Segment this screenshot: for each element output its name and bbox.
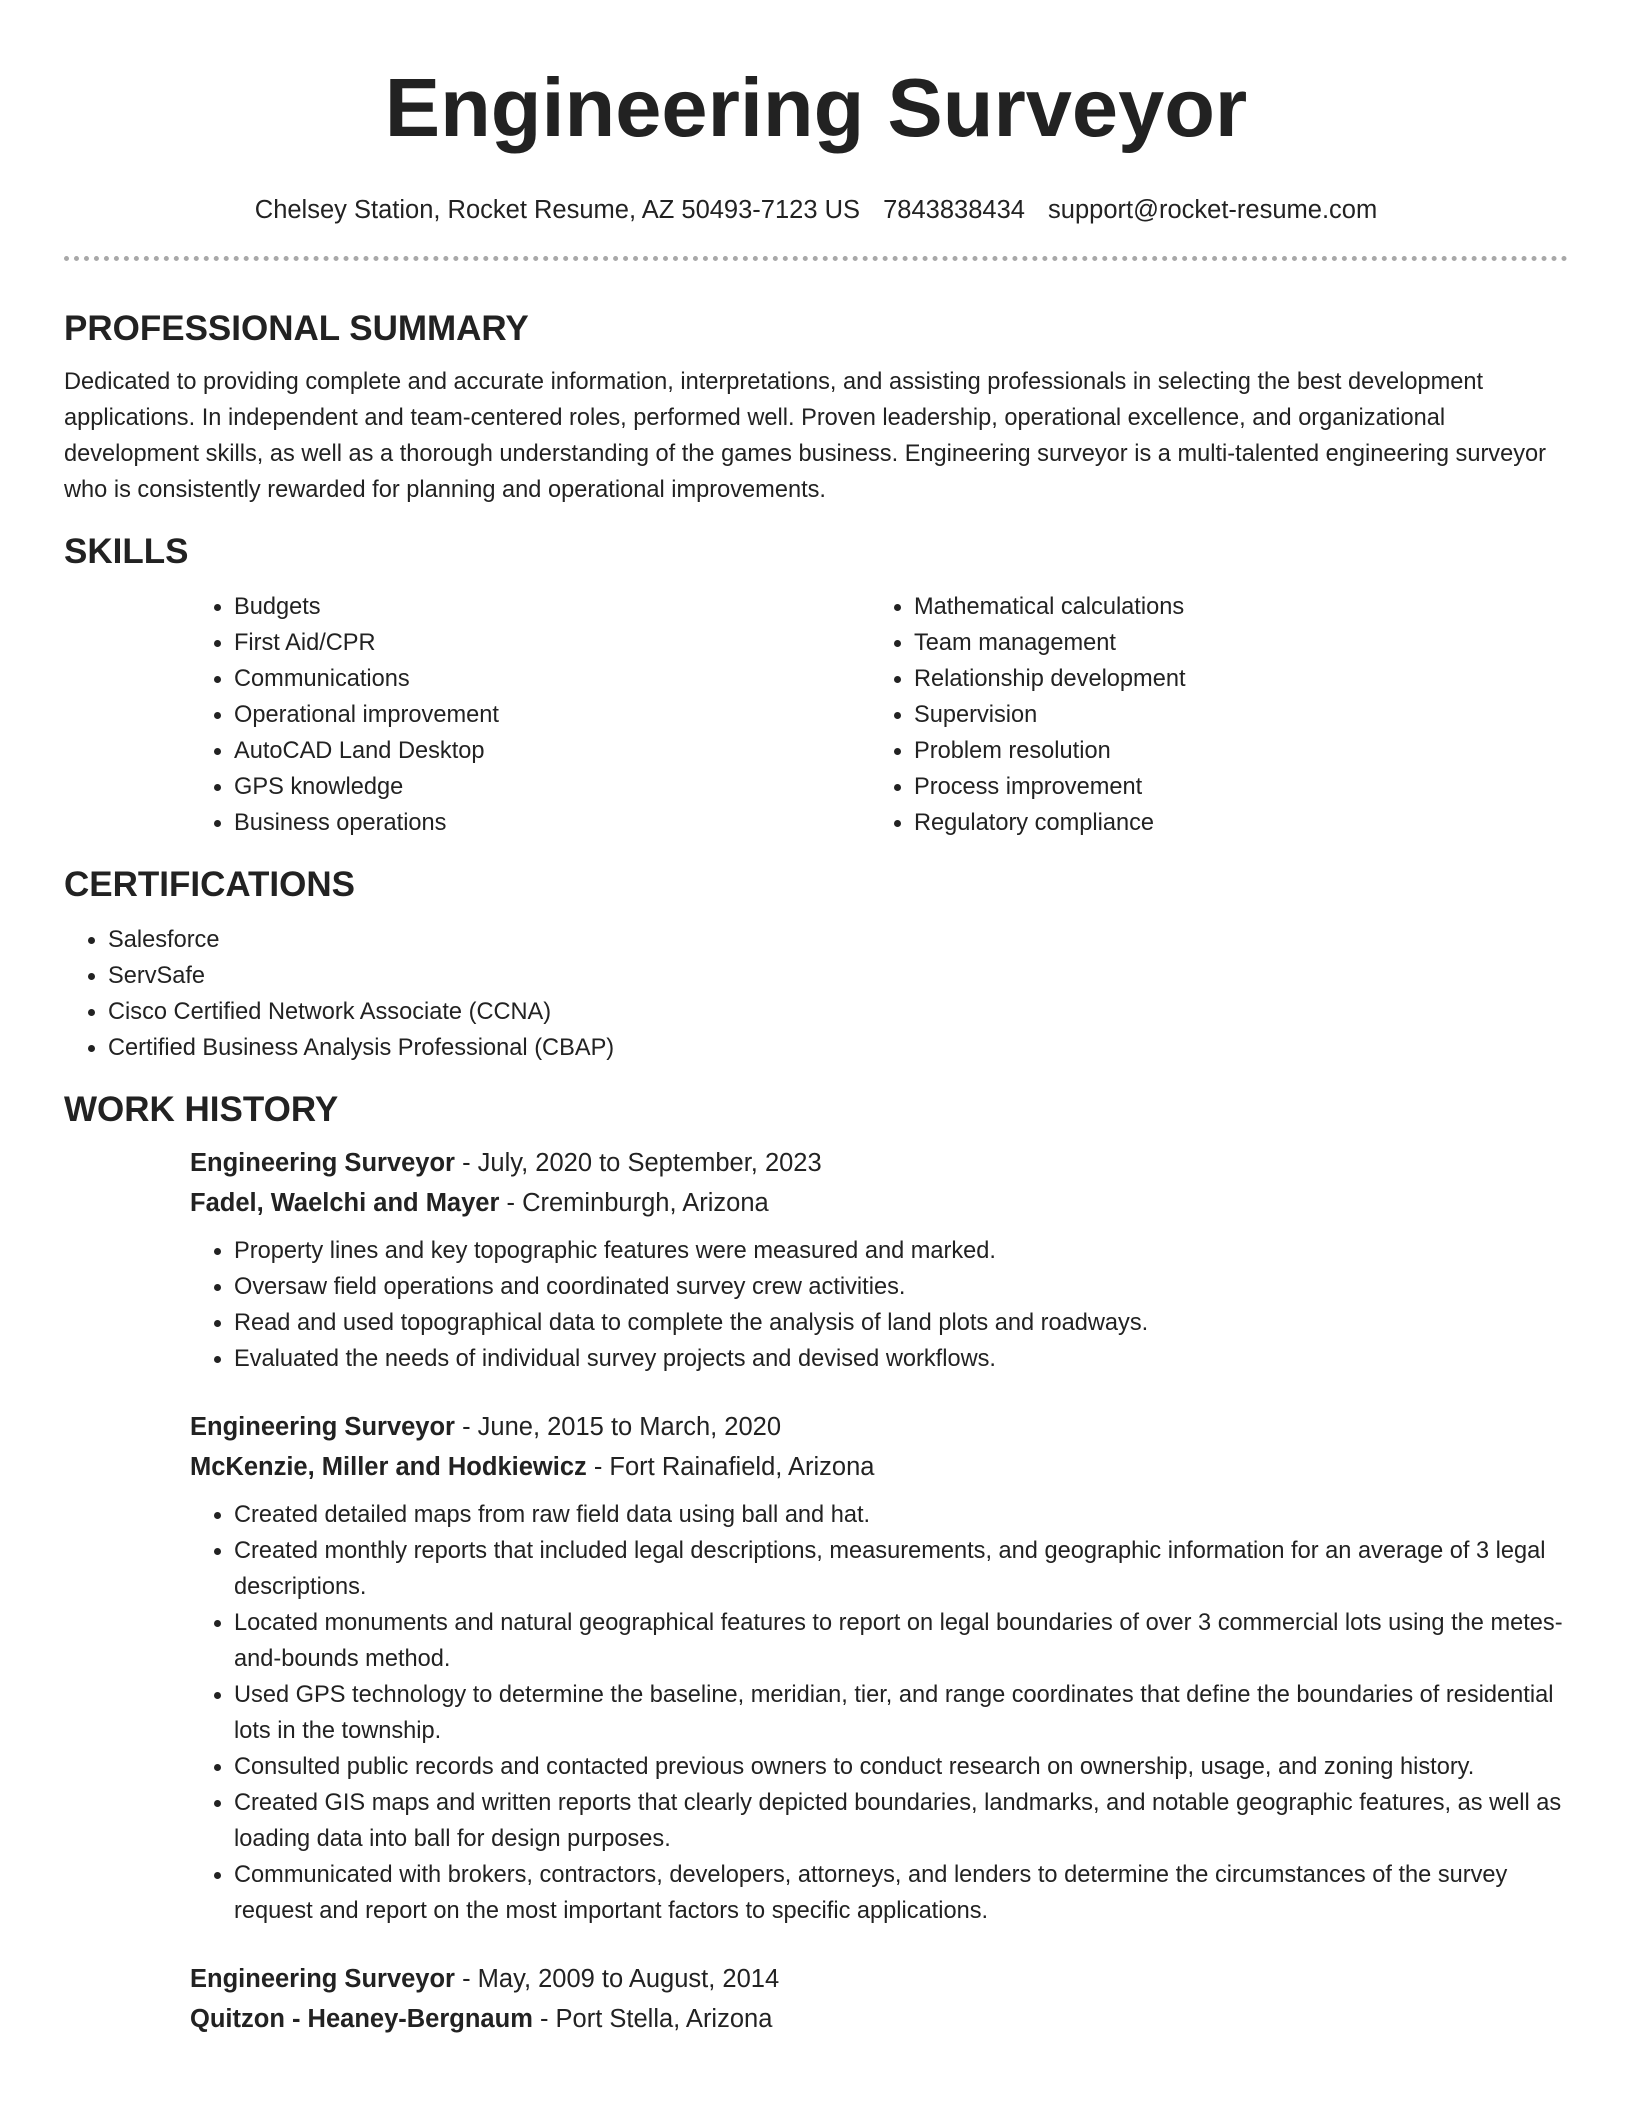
job-title-line	[190, 1143, 1568, 1183]
job-entry	[190, 1959, 1568, 2039]
summary-section	[64, 307, 1568, 508]
skill-item: • Regulatory compliance	[914, 805, 1550, 841]
work-history-section	[64, 1088, 1568, 2039]
job-entry	[190, 1143, 1568, 1377]
header-divider	[64, 256, 1568, 261]
skills-column-left	[190, 589, 870, 841]
job-company-line	[190, 1183, 1568, 1223]
skill-item: • Team management	[914, 625, 1550, 661]
job-location: - Fort Rainafield, Arizona	[586, 1453, 875, 1481]
job-duty: • Evaluated the needs of individual survey projects and devised workflows.	[234, 1341, 1568, 1377]
job-dates: - July, 2020 to September, 2023	[455, 1149, 822, 1177]
job-title-line	[190, 1407, 1568, 1447]
skills-grid	[190, 589, 1568, 841]
contact-address: Chelsey Station, Rocket Resume, AZ 50493-7123 US	[254, 196, 861, 224]
skills-section	[64, 530, 1568, 841]
skill-item: • GPS knowledge	[234, 769, 870, 805]
contact-email: support@rocket-resume.com	[1048, 196, 1378, 224]
job-duty: • Created GIS maps and written reports that clearly depicted boundaries, landmarks, and notable geographic features, as well as loading data into ball for design purposes.	[234, 1785, 1568, 1857]
skills-column-right	[870, 589, 1550, 841]
certification-item: • Certified Business Analysis Professional (CBAP)	[108, 1030, 1568, 1066]
job-location: - Creminburgh, Arizona	[499, 1189, 769, 1217]
skills-list-left	[190, 589, 870, 841]
job-role: Engineering Surveyor	[190, 1413, 455, 1441]
skill-item: • Relationship development	[914, 661, 1550, 697]
certification-item: • ServSafe	[108, 958, 1568, 994]
job-role: Engineering Surveyor	[190, 1965, 455, 1993]
contact-phone: 7843838434	[883, 196, 1025, 224]
job-location: - Port Stella, Arizona	[532, 2005, 773, 2033]
job-duty: • Communicated with brokers, contractors, developers, attorneys, and lenders to determine the circumstances of the survey request and report on the most important factors to specific applications.	[234, 1857, 1568, 1929]
certification-item: • Salesforce	[108, 922, 1568, 958]
contact-line	[64, 194, 1568, 226]
skill-item: • Process improvement	[914, 769, 1550, 805]
job-company: Quitzon - Heaney-Bergnaum	[190, 2005, 533, 2033]
job-duty: • Consulted public records and contacted previous owners to conduct research on ownership, usage, and zoning history.	[234, 1749, 1568, 1785]
job-duties-list	[190, 1233, 1568, 1377]
job-duties-list	[190, 1497, 1568, 1929]
summary-text: Dedicated to providing complete and accurate information, interpretations, and assisting professionals in selecting the best development applications. In independent and team-centered roles, performed well. Proven leadership, operational excellence, and organizational development skills, as well as a thorough understanding of the games business. Engineering surveyor is a multi-talented engineering surveyor who is consistently rewarded for planning and operational improvements.	[64, 369, 1546, 503]
skill-item: • First Aid/CPR	[234, 625, 870, 661]
job-company-line	[190, 1447, 1568, 1487]
summary-heading: PROFESSIONAL SUMMARY	[64, 309, 529, 348]
job-duty: • Used GPS technology to determine the baseline, meridian, tier, and range coordinates that define the boundaries of residential lots in the township.	[234, 1677, 1568, 1749]
job-duty: • Property lines and key topographic features were measured and marked.	[234, 1233, 1568, 1269]
job-company-line	[190, 1999, 1568, 2039]
certifications-list	[64, 922, 1568, 1066]
certifications-heading: CERTIFICATIONS	[64, 865, 356, 904]
skill-item: • Communications	[234, 661, 870, 697]
skill-item: • Budgets	[234, 589, 870, 625]
job-role: Engineering Surveyor	[190, 1149, 455, 1177]
job-dates: - May, 2009 to August, 2014	[455, 1965, 780, 1993]
work-history-heading: WORK HISTORY	[64, 1090, 339, 1129]
job-duty: • Created detailed maps from raw field data using ball and hat.	[234, 1497, 1568, 1533]
job-entry	[190, 1407, 1568, 1929]
skill-item: • Business operations	[234, 805, 870, 841]
certifications-section	[64, 863, 1568, 1066]
job-title-line	[190, 1959, 1568, 1999]
job-company: Fadel, Waelchi and Mayer	[190, 1189, 500, 1217]
job-duty: • Oversaw field operations and coordinated survey crew activities.	[234, 1269, 1568, 1305]
job-duty: • Located monuments and natural geographical features to report on legal boundaries of over 3 commercial lots using the metes-and-bounds method.	[234, 1605, 1568, 1677]
candidate-name: Engineering Surveyor	[384, 61, 1248, 154]
skill-item: • Supervision	[914, 697, 1550, 733]
job-dates: - June, 2015 to March, 2020	[455, 1413, 782, 1441]
job-company: McKenzie, Miller and Hodkiewicz	[190, 1453, 587, 1481]
skill-item: • Problem resolution	[914, 733, 1550, 769]
skills-heading: SKILLS	[64, 532, 189, 571]
skill-item: • AutoCAD Land Desktop	[234, 733, 870, 769]
job-duty: • Created monthly reports that included legal descriptions, measurements, and geographic information for an average of 3 legal descriptions.	[234, 1533, 1568, 1605]
job-duty: • Read and used topographical data to complete the analysis of land plots and roadways.	[234, 1305, 1568, 1341]
skills-list-right	[870, 589, 1550, 841]
skill-item: • Operational improvement	[234, 697, 870, 733]
skill-item: • Mathematical calculations	[914, 589, 1550, 625]
certification-item: • Cisco Certified Network Associate (CCNA)	[108, 994, 1568, 1030]
